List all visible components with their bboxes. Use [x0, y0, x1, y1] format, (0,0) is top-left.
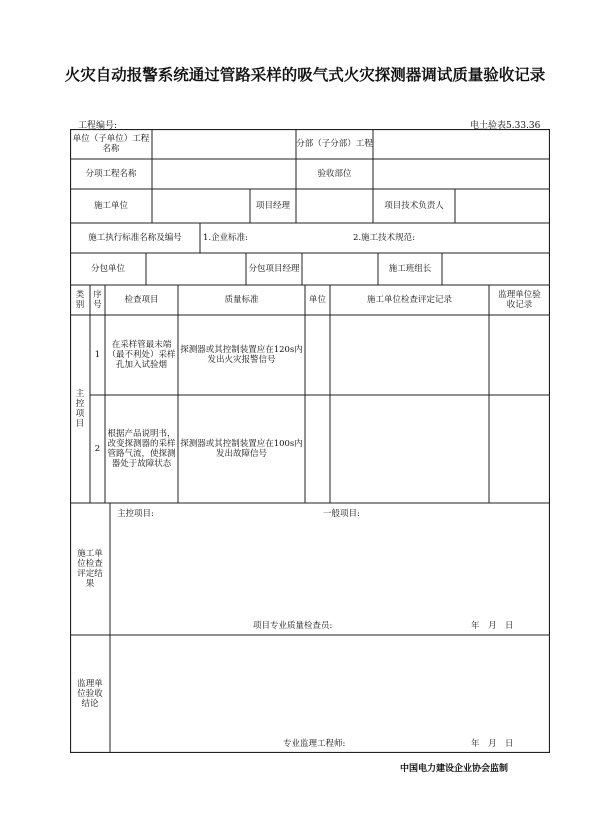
construction-spec-label: 2.施工技术规范: [353, 233, 415, 243]
quality-inspector-label: 项目专业质量检查员: [253, 621, 333, 631]
subcontract-unit-field[interactable] [146, 253, 246, 285]
standard-label: 施工执行标准名称及编号 [88, 233, 182, 243]
table-row-1-item: 在采样管最末端（最不利处）采样孔加入试验烟 [107, 340, 176, 370]
supervision-date-label: 年 月 日 [471, 739, 514, 749]
form-title: 火灾自动报警系统通过管路采样的吸气式火灾探测器调试质量验收记录 [64, 65, 546, 84]
table-row-2-record[interactable] [330, 395, 489, 503]
table-row-1-record[interactable] [330, 315, 489, 395]
col-standard: 质量标准 [224, 295, 259, 305]
evaluation-date-label: 年 月 日 [471, 621, 514, 631]
team-leader-label: 施工班组长 [388, 264, 432, 274]
footer-issuer: 中国电力建设企业协会监制 [400, 764, 509, 774]
construction-unit-label: 施工单位 [93, 201, 128, 211]
subcontract-manager-label: 分包项目经理 [248, 264, 300, 274]
unit-project-field[interactable] [152, 129, 296, 159]
acceptance-part-field[interactable] [373, 159, 550, 189]
construction-unit-field[interactable] [152, 189, 250, 223]
table-row-1-seq: 1 [94, 350, 101, 360]
acceptance-form-table [70, 129, 550, 753]
table-row-2-item: 根据产品说明书，改变探测器的采样管路气流，使探测器处于故障状态 [107, 429, 176, 469]
subitem-label: 分项工程名称 [85, 169, 137, 179]
table-row-1-standard: 探测器或其控制装置应在120s内发出火灾报警信号 [180, 345, 303, 365]
col-category: 类别 [75, 290, 85, 310]
acceptance-part-label: 验收部位 [317, 169, 352, 179]
project-manager-field[interactable] [296, 189, 373, 223]
col-record: 施工单位检查评定记录 [366, 295, 452, 305]
evaluation-result-field[interactable] [110, 521, 550, 617]
supervision-conclusion-label: 监理单位验收结论 [77, 679, 103, 709]
subcontract-manager-field[interactable] [302, 253, 378, 285]
subcontract-unit-label: 分包单位 [90, 264, 125, 274]
division-field[interactable] [373, 129, 550, 159]
general-items-label: 一般项目: [323, 509, 360, 519]
main-control-label: 主控项目 [75, 389, 85, 429]
table-row-1-unit[interactable] [305, 315, 330, 395]
division-label: 分部（子分部）工程 [296, 139, 373, 149]
subitem-field[interactable] [152, 159, 296, 189]
evaluation-label: 施工单位检查评定结果 [77, 549, 103, 589]
table-row-2-supervision[interactable] [489, 395, 550, 503]
col-seq: 序号 [93, 290, 102, 310]
table-row-1-supervision[interactable] [489, 315, 550, 395]
col-unit: 单位 [308, 295, 326, 305]
main-items-label: 主控项目: [117, 509, 154, 519]
tech-lead-label: 项目技术负责人 [384, 201, 444, 211]
form-code: 电土验表5.33.36 [470, 121, 541, 131]
col-item: 检查项目 [124, 295, 159, 305]
table-row-2-unit[interactable] [305, 395, 330, 503]
project-no-label: 工程编号: [78, 121, 118, 131]
project-manager-label: 项目经理 [255, 201, 290, 211]
tech-lead-field[interactable] [455, 189, 550, 223]
col-supervision: 监理单位验收记录 [498, 290, 541, 310]
team-leader-field[interactable] [442, 253, 550, 285]
table-row-2-standard: 探测器或其控制装置应在100s内发出故障信号 [180, 439, 303, 459]
supervision-engineer-label: 专业监理工程师: [283, 739, 346, 749]
supervision-conclusion-field[interactable] [110, 639, 550, 733]
table-row-2-seq: 2 [94, 444, 101, 454]
enterprise-standard-label: 1.企业标准: [203, 233, 248, 243]
unit-project-label: 单位（子单位）工程名称 [72, 134, 150, 154]
